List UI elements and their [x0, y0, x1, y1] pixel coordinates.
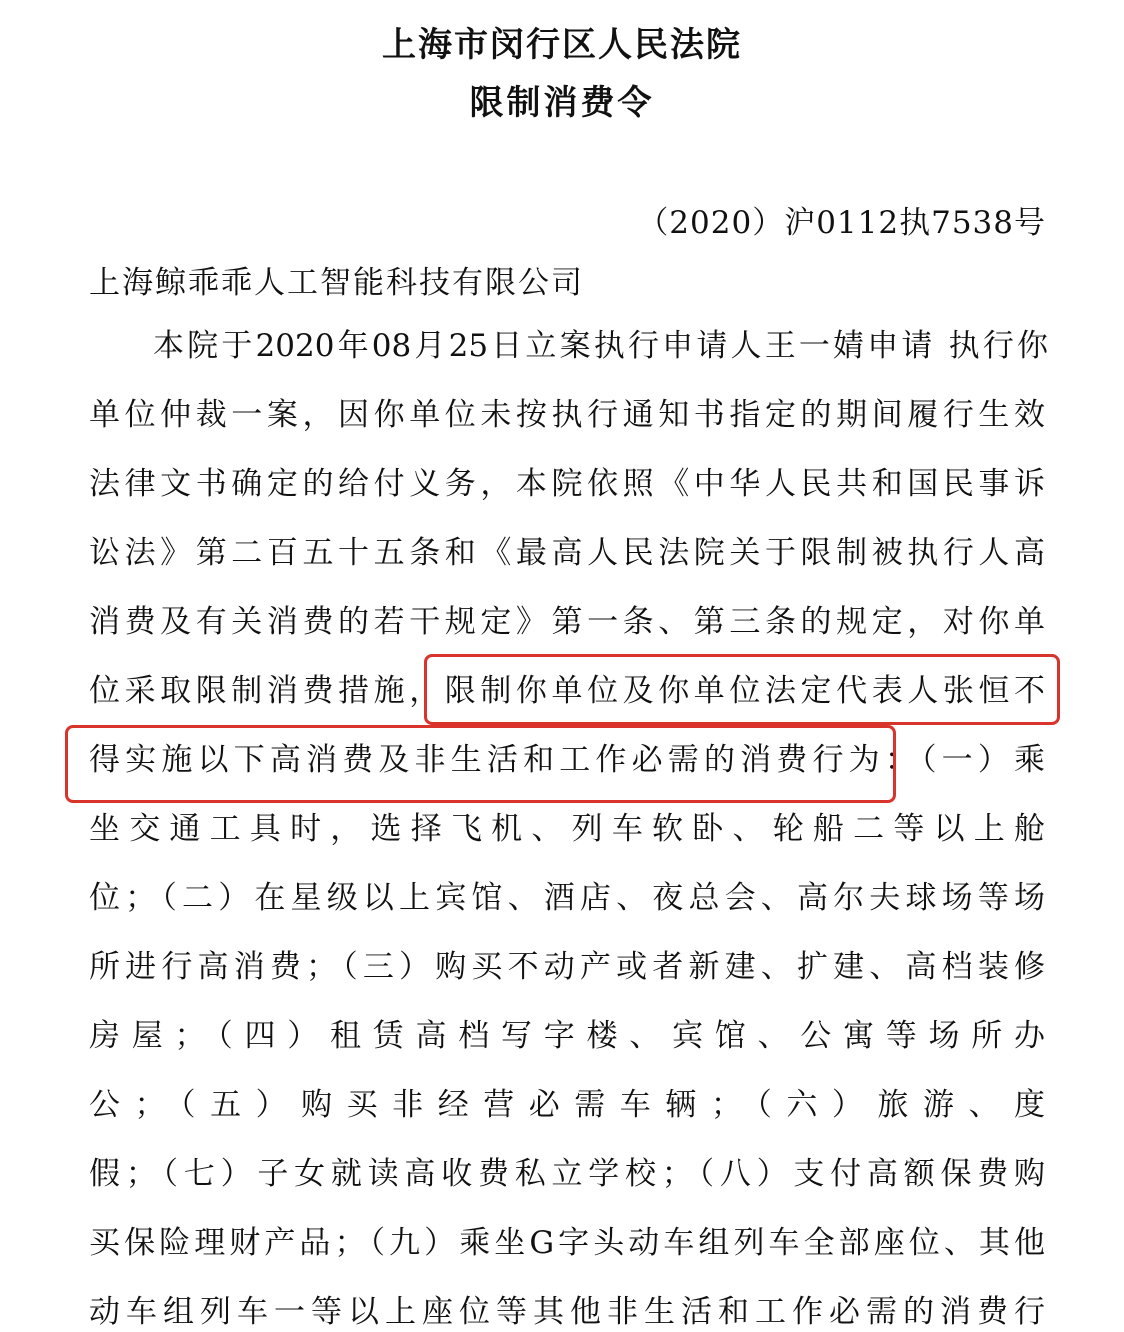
body-line: 法律文书确定的给付义务，本院依照《中华人民共和国民事诉 — [89, 466, 1045, 502]
addressee: 上海鲸乖乖人工智能科技有限公司 — [89, 265, 584, 301]
body-line: 房屋；（四）租赁高档写字楼、宾馆、公寓等场所办 — [89, 1018, 1045, 1054]
body-line: 得实施以下高消费及非生活和工作必需的消费行为：（一）乘 — [89, 742, 1045, 778]
body-line: 动车组列车一等以上座位等其他非生活和工作必需的消费行 — [89, 1294, 1045, 1330]
body-line: 消费及有关消费的若干规定》第一条、第三条的规定，对你单 — [89, 604, 1045, 640]
body-line: 假；（七）子女就读高收费私立学校；（八）支付高额保费购 — [89, 1156, 1045, 1192]
body-line: 坐交通工具时，选择飞机、列车软卧、轮船二等以上舱 — [89, 811, 1045, 847]
body-line: 公；（五）购买非经营必需车辆；（六）旅游、度 — [89, 1087, 1045, 1123]
document-title: 限制消费令 — [469, 83, 655, 123]
court-name: 上海市闵行区人民法院 — [382, 25, 742, 65]
body-line: 单位仲裁一案，因你单位未按执行通知书指定的期间履行生效 — [89, 397, 1045, 433]
body-line: 位采取限制消费措施，限制你单位及你单位法定代表人张恒不 — [89, 673, 1045, 709]
body-line: 本院于2020年08月25日立案执行申请人王一婧申请 执行你 — [153, 328, 1048, 364]
body-line: 位；（二）在星级以上宾馆、酒店、夜总会、高尔夫球场等场 — [89, 880, 1045, 916]
body-line: 所进行高消费；（三）购买不动产或者新建、扩建、高档装修 — [89, 949, 1045, 985]
body-line: 买保险理财产品；（九）乘坐G字头动车组列车全部座位、其他 — [89, 1225, 1045, 1261]
body-line: 讼法》第二百五十五条和《最高人民法院关于限制被执行人高 — [89, 535, 1045, 571]
case-number: （2020）沪0112执7538号 — [637, 205, 1046, 241]
